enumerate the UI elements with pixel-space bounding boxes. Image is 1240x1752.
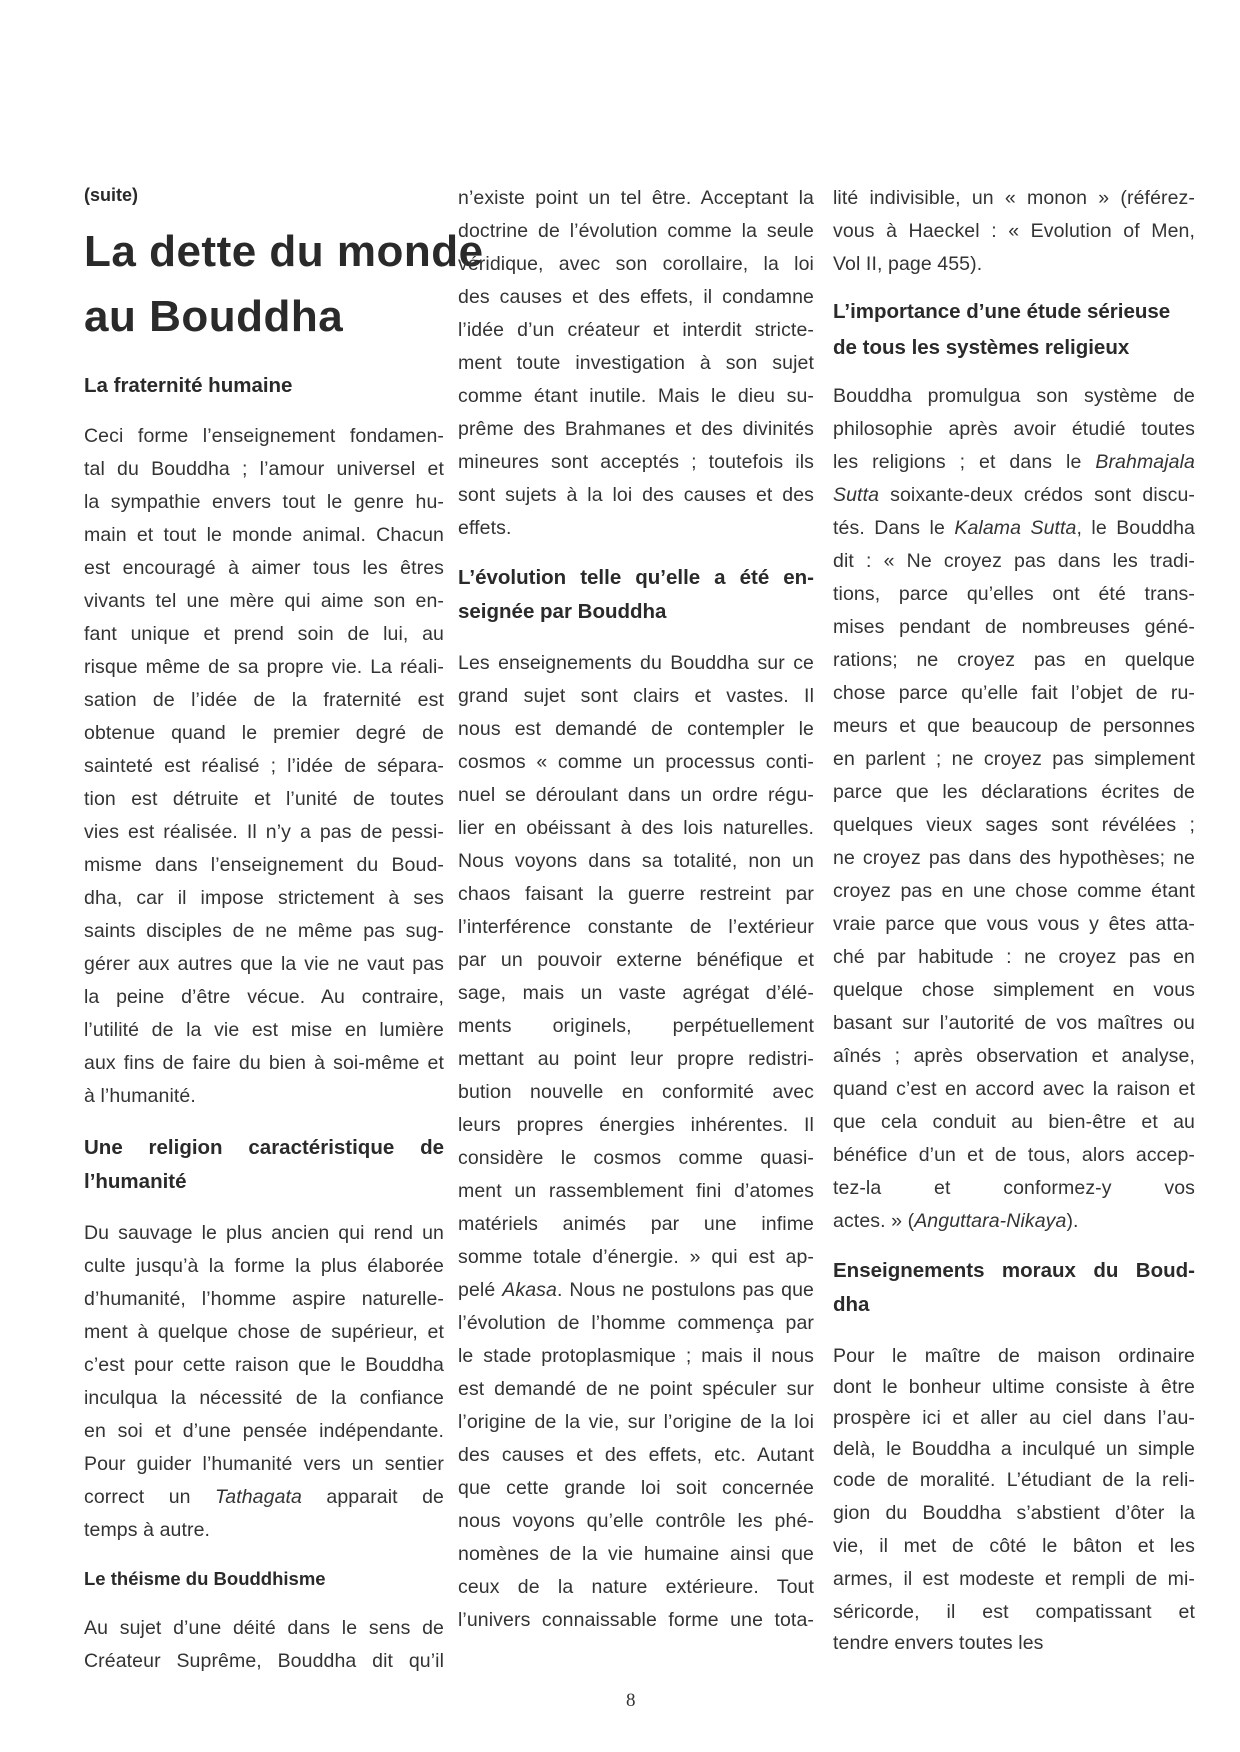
text-line: ceux de la nature extérieure. Tout <box>458 1576 814 1598</box>
text-line: sation de l’idée de la fraternité est <box>84 689 444 711</box>
text-line: basant sur l’autorité de vos maîtres ou <box>833 1012 1195 1034</box>
text-line: saints disciples de ne même pas sug- <box>84 920 444 942</box>
text-span: , le Bouddha <box>1076 517 1195 539</box>
text-line: sage, mais un vaste agrégat d’élé- <box>458 982 814 1004</box>
text-line: d’humanité, l’homme aspire naturelle- <box>84 1288 444 1310</box>
text-line: rations; ne croyez pas en quelque <box>833 649 1195 671</box>
text-line: risque même de sa propre vie. La réali- <box>84 656 444 678</box>
text-line: somme totale d’énergie. » qui est ap- <box>458 1246 814 1268</box>
text-line: nuel se déroulant dans un ordre régu- <box>458 784 814 806</box>
text-line: tions, parce qu’elles ont été trans- <box>833 583 1195 605</box>
heading-theisme: Le théisme du Bouddhisme <box>84 1568 326 1589</box>
text-line: effets. <box>458 517 512 539</box>
text-line: ment à quelque chose de supérieur, et <box>84 1321 444 1343</box>
text-line: obtenue quand le premier degré de <box>84 722 444 744</box>
text-line: gion du Bouddha s’abstient d’ôter la <box>833 1502 1195 1524</box>
text-line: des causes et des effets, il condamne <box>458 286 814 308</box>
heading-importance-line-1: L’importance d’une étude sérieuse <box>833 300 1171 323</box>
text-line: aux fins de faire du bien à soi-même et <box>84 1052 444 1074</box>
text-line: cosmos « comme un processus conti- <box>458 751 814 773</box>
italic-term: Anguttara-Nikaya <box>914 1210 1067 1232</box>
text-line: considère le cosmos comme quasi- <box>458 1147 814 1169</box>
text-line: que cela conduit au bien-être et au <box>833 1111 1195 1133</box>
text-line: comme étant inutile. Mais le dieu su- <box>458 385 814 407</box>
text-line: sainteté est réalisé ; l’idée de sépara- <box>84 755 444 777</box>
text-line: temps à autre. <box>84 1519 211 1541</box>
heading-religion-line-1: Une religion caractéristique de <box>84 1136 444 1159</box>
text-line-sutta <box>833 483 1195 507</box>
heading-evolution-line-1: L’évolution telle qu’elle a été en- <box>458 566 814 589</box>
heading-importance-line-2: de tous les systèmes religieux <box>833 336 1130 359</box>
heading-moraux-line-2: dha <box>833 1293 870 1316</box>
italic-term: Sutta <box>833 484 880 506</box>
text-line: séricorde, il est compatissant et <box>833 1601 1195 1623</box>
page-number: 8 <box>626 1690 636 1711</box>
text-line: culte jusqu’à la forme la plus élaborée <box>84 1255 444 1277</box>
text-line: tal du Bouddha ; l’amour universel et <box>84 458 444 480</box>
text-span: pelé <box>458 1279 503 1301</box>
text-line: fant unique et prend soin de lui, au <box>84 623 444 645</box>
text-line: parce que les déclarations écrites de <box>833 781 1195 803</box>
text-line: code de moralité. L’étudiant de la reli- <box>833 1469 1195 1491</box>
text-line: Au sujet d’une déité dans le sens de <box>84 1617 444 1639</box>
text-line: chaos faisant la guerre restreint par <box>458 883 814 905</box>
text-line: Les enseignements du Bouddha sur ce <box>458 652 814 674</box>
text-line-anguttara <box>833 1209 1195 1233</box>
text-line: vraie parce que vous vous y êtes atta- <box>833 913 1195 935</box>
text-line: inculqua la nécessité de la confiance <box>84 1387 444 1409</box>
text-line: Bouddha promulgua son système de <box>833 385 1195 407</box>
text-line: prospère ici et aller au ciel dans l’au- <box>833 1407 1195 1429</box>
text-line: bution nouvelle en conformité avec <box>458 1081 814 1103</box>
text-line: le stade protoplasmique ; mais il nous <box>458 1345 814 1367</box>
text-line: misme dans l’enseignement du Boud- <box>84 854 444 876</box>
text-line: nomènes de la vie humaine ainsi que <box>458 1543 814 1565</box>
text-line-brahmajala <box>833 450 1195 474</box>
text-line: dha, car il impose strictement à ses <box>84 887 444 909</box>
text-line: meurs et que beaucoup de personnes <box>833 715 1195 737</box>
text-line: vie, il met de côté le bâton et les <box>833 1535 1195 1557</box>
text-line: en parlent ; ne croyez pas simplement <box>833 748 1195 770</box>
text-line: nous est demandé de contempler le <box>458 718 814 740</box>
text-line: ché par habitude : ne croyez pas en <box>833 946 1195 968</box>
text-line: des causes et des effets, etc. Autant <box>458 1444 814 1466</box>
text-line: l’origine de la vie, sur l’origine de la loi <box>458 1411 814 1433</box>
text-line: est demandé de ne point spéculer sur <box>458 1378 814 1400</box>
text-line: ment un rassemblement fini d’atomes <box>458 1180 814 1202</box>
text-line: Nous voyons dans sa totalité, non un <box>458 850 814 872</box>
text-line: ment toute investigation à son sujet <box>458 352 814 374</box>
italic-term: Kalama Sutta <box>954 517 1077 539</box>
text-line: à l’humanité. <box>84 1085 196 1107</box>
text-line: armes, il est modeste et rempli de mi- <box>833 1568 1195 1590</box>
text-line: quand c’est en accord avec la raison et <box>833 1078 1195 1100</box>
text-line: tez-la et conformez-y vos <box>833 1177 1195 1199</box>
page-title-line-1: La dette du monde <box>84 227 484 276</box>
text-line: l’évolution de l’homme commença par <box>458 1312 814 1334</box>
text-line: dont le bonheur ultime consiste à être <box>833 1376 1195 1398</box>
text-line: aînés ; après observation et analyse, <box>833 1045 1195 1067</box>
text-span: ). <box>1066 1210 1079 1232</box>
text-line: c’est pour cette raison que le Bouddha <box>84 1354 444 1376</box>
text-line: bénéfice d’un et de tous, alors accep- <box>833 1144 1195 1166</box>
text-line: vies est réalisée. Il n’y a pas de pessi- <box>84 821 444 843</box>
heading-fraternite: La fraternité humaine <box>84 374 293 397</box>
heading-religion-line-2: l’humanité <box>84 1170 187 1193</box>
text-line: mises pendant de nombreuses géné- <box>833 616 1195 638</box>
text-line: ne croyez pas dans des hypothèses; ne <box>833 847 1195 869</box>
text-line: vous à Haeckel : « Evolution of Men, <box>833 220 1195 242</box>
heading-evolution-line-2: seignée par Bouddha <box>458 600 667 623</box>
text-line: croyez pas en une chose comme étant <box>833 880 1195 902</box>
text-line: tion est détruite et l’unité de toutes <box>84 788 444 810</box>
text-span: actes. » ( <box>833 1210 915 1232</box>
text-line: mineures sont acceptés ; toutefois ils <box>458 451 814 473</box>
text-line: en soi et d’une pensée indépendante. <box>84 1420 444 1442</box>
text-line: philosophie après avoir étudié toutes <box>833 418 1195 440</box>
text-line: mettant au point leur propre redistri- <box>458 1048 814 1070</box>
text-line: l’interférence constante de l’extérieur <box>458 916 814 938</box>
text-line: Pour le maître de maison ordinaire <box>833 1345 1195 1367</box>
text-line: Créateur Suprême, Bouddha dit qu’il <box>84 1650 444 1672</box>
text-line: l’idée d’un créateur et interdit stricte- <box>458 319 814 341</box>
text-span: tés. Dans le <box>833 517 955 539</box>
text-line: quelque chose simplement en vous <box>833 979 1195 1001</box>
text-line: quelques vieux sages sont révélées ; <box>833 814 1195 836</box>
text-line: l’univers connaissable forme une tota- <box>458 1609 814 1631</box>
text-line: grand sujet sont clairs et vastes. Il <box>458 685 814 707</box>
text-line: chose parce qu’elle fait l’objet de ru- <box>833 682 1195 704</box>
text-line-tathagata <box>84 1485 444 1509</box>
text-line: sont sujets à la loi des causes et des <box>458 484 814 506</box>
text-line: l’utilité de la vie est mise en lumière <box>84 1019 444 1041</box>
text-line: matériels animés par une infime <box>458 1213 814 1235</box>
text-span: apparait de <box>301 1486 444 1508</box>
text-line: lité indivisible, un « monon » (référez- <box>833 187 1195 209</box>
text-line: n’existe point un tel être. Acceptant la <box>458 187 814 209</box>
text-line: ments originels, perpétuellement <box>458 1015 814 1037</box>
text-line: dit : « Ne croyez pas dans les tradi- <box>833 550 1195 572</box>
text-line: leurs propres énergies inhérentes. Il <box>458 1114 814 1136</box>
text-line: vivants tel une mère qui aime son en- <box>84 590 444 612</box>
text-line: prême des Brahmanes et des divinités <box>458 418 814 440</box>
text-line: Ceci forme l’enseignement fondamen- <box>84 425 444 447</box>
text-line-kalama <box>833 516 1195 540</box>
italic-term: Akasa <box>502 1279 557 1301</box>
text-line: que cette grande loi soit concernée <box>458 1477 814 1499</box>
text-line: gérer aux autres que la vie ne vaut pas <box>84 953 444 975</box>
text-span: correct un <box>84 1486 216 1508</box>
text-line: nous voyons qu’elle contrôle les phé- <box>458 1510 814 1532</box>
text-line: Pour guider l’humanité vers un sentier <box>84 1453 444 1475</box>
page-title-line-2: au Bouddha <box>84 292 344 341</box>
heading-moraux-line-1: Enseignements moraux du Boud- <box>833 1259 1195 1282</box>
text-line: par un pouvoir externe bénéfique et <box>458 949 814 971</box>
text-line: la peine d’être vécue. Au contraire, <box>84 986 444 1008</box>
text-line-akasa <box>458 1278 814 1302</box>
text-span: . Nous ne postulons pas que <box>556 1279 814 1301</box>
text-line: véridique, avec son corollaire, la loi <box>458 253 814 275</box>
text-line: doctrine de l’évolution comme la seule <box>458 220 814 242</box>
text-line: delà, le Bouddha a inculqué un simple <box>833 1438 1195 1460</box>
text-line: est encouragé à aimer tous les êtres <box>84 557 444 579</box>
text-span: soixante-deux crédos sont discu- <box>879 484 1195 506</box>
italic-term: Tathagata <box>215 1486 302 1508</box>
continued-label: (suite) <box>84 185 138 205</box>
text-line: main et tout le monde animal. Chacun <box>84 524 444 546</box>
text-line: Vol II, page 455). <box>833 253 983 275</box>
text-line: lier en obéissant à des lois naturelles. <box>458 817 814 839</box>
text-line: tendre envers toutes les <box>833 1632 1044 1654</box>
text-span: les religions ; et dans le <box>833 451 1096 473</box>
text-line: Du sauvage le plus ancien qui rend un <box>84 1222 444 1244</box>
text-line: la sympathie envers tout le genre hu- <box>84 491 444 513</box>
italic-term: Brahmajala <box>1095 451 1195 473</box>
